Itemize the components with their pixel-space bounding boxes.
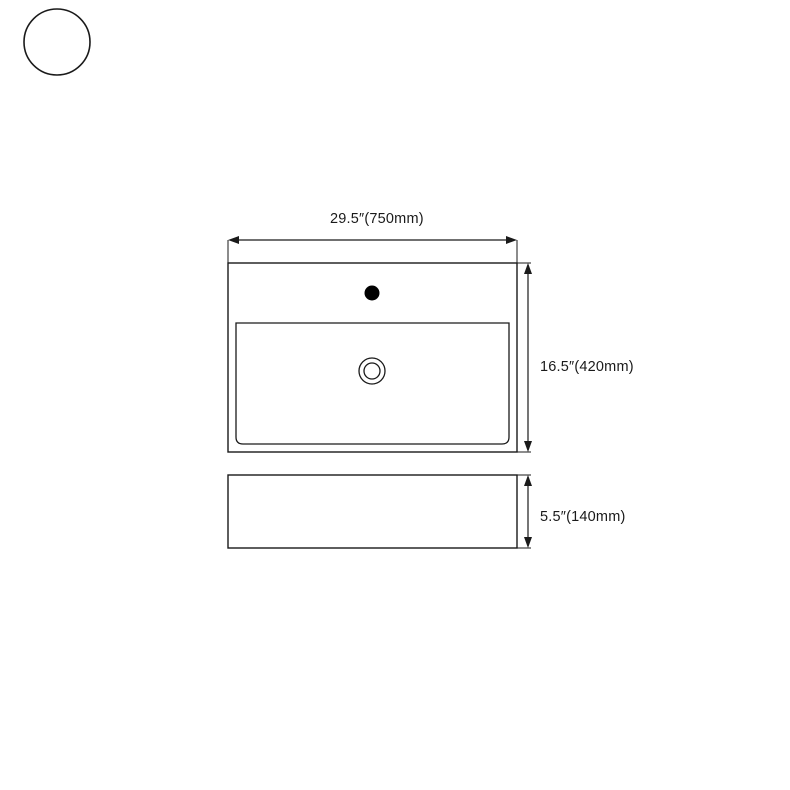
circle-logo-icon — [24, 9, 90, 75]
dimension-label-depth: 16.5″(420mm) — [540, 359, 634, 375]
dimension-label-width: 29.5″(750mm) — [330, 211, 424, 227]
sink-front-view-outline — [228, 475, 517, 548]
dimension-height — [517, 475, 532, 548]
dimension-depth — [517, 263, 532, 452]
dimension-width — [228, 236, 517, 263]
faucet-hole-icon — [365, 286, 380, 301]
dimension-label-height: 5.5″(140mm) — [540, 509, 626, 525]
